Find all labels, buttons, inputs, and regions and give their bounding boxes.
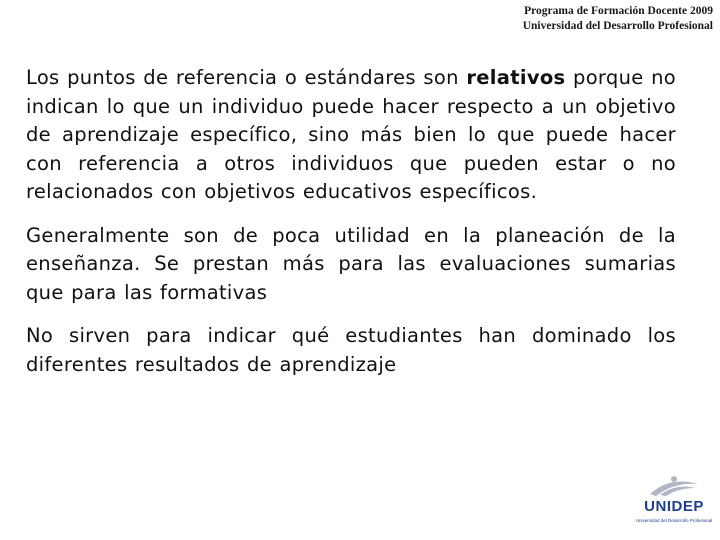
slide-content <box>26 64 676 379</box>
header-program-title: Programa de Formación Docente 2009 <box>524 5 713 17</box>
paragraph-1-start: Los puntos de referencia o estándares son <box>26 66 467 89</box>
unidep-logo <box>634 474 714 534</box>
paragraph-utilidad: Generalmente son de poca utilidad en la planeación de la enseñanza. Se prestan más para las evaluaciones sumarias que para las formativas <box>26 223 676 304</box>
paragraph-1-end: porque no indican lo que un individuo puede hacer respecto a un objetivo de aprendizaje específico, sino más bien lo que puede hacer con referencia a otros individuos que pueden estar o no relacionados con objetivos educativos específicos. <box>26 66 676 203</box>
paragraph-relativos <box>26 64 676 207</box>
paragraph-no-sirven: No sirven para indicar qué estudiantes han dominado los diferentes resultados de aprendizaje <box>26 324 676 376</box>
logo-subtitle: Universidad del Desarrollo Profesional <box>635 518 713 523</box>
header <box>523 4 713 34</box>
header-university-name: Universidad del Desarrollo Profesional <box>522 20 713 32</box>
emphasis-relativos: relativos <box>466 66 566 89</box>
unidep-swoosh-icon <box>644 474 704 498</box>
logo-wordmark: UNIDEP <box>644 498 704 515</box>
